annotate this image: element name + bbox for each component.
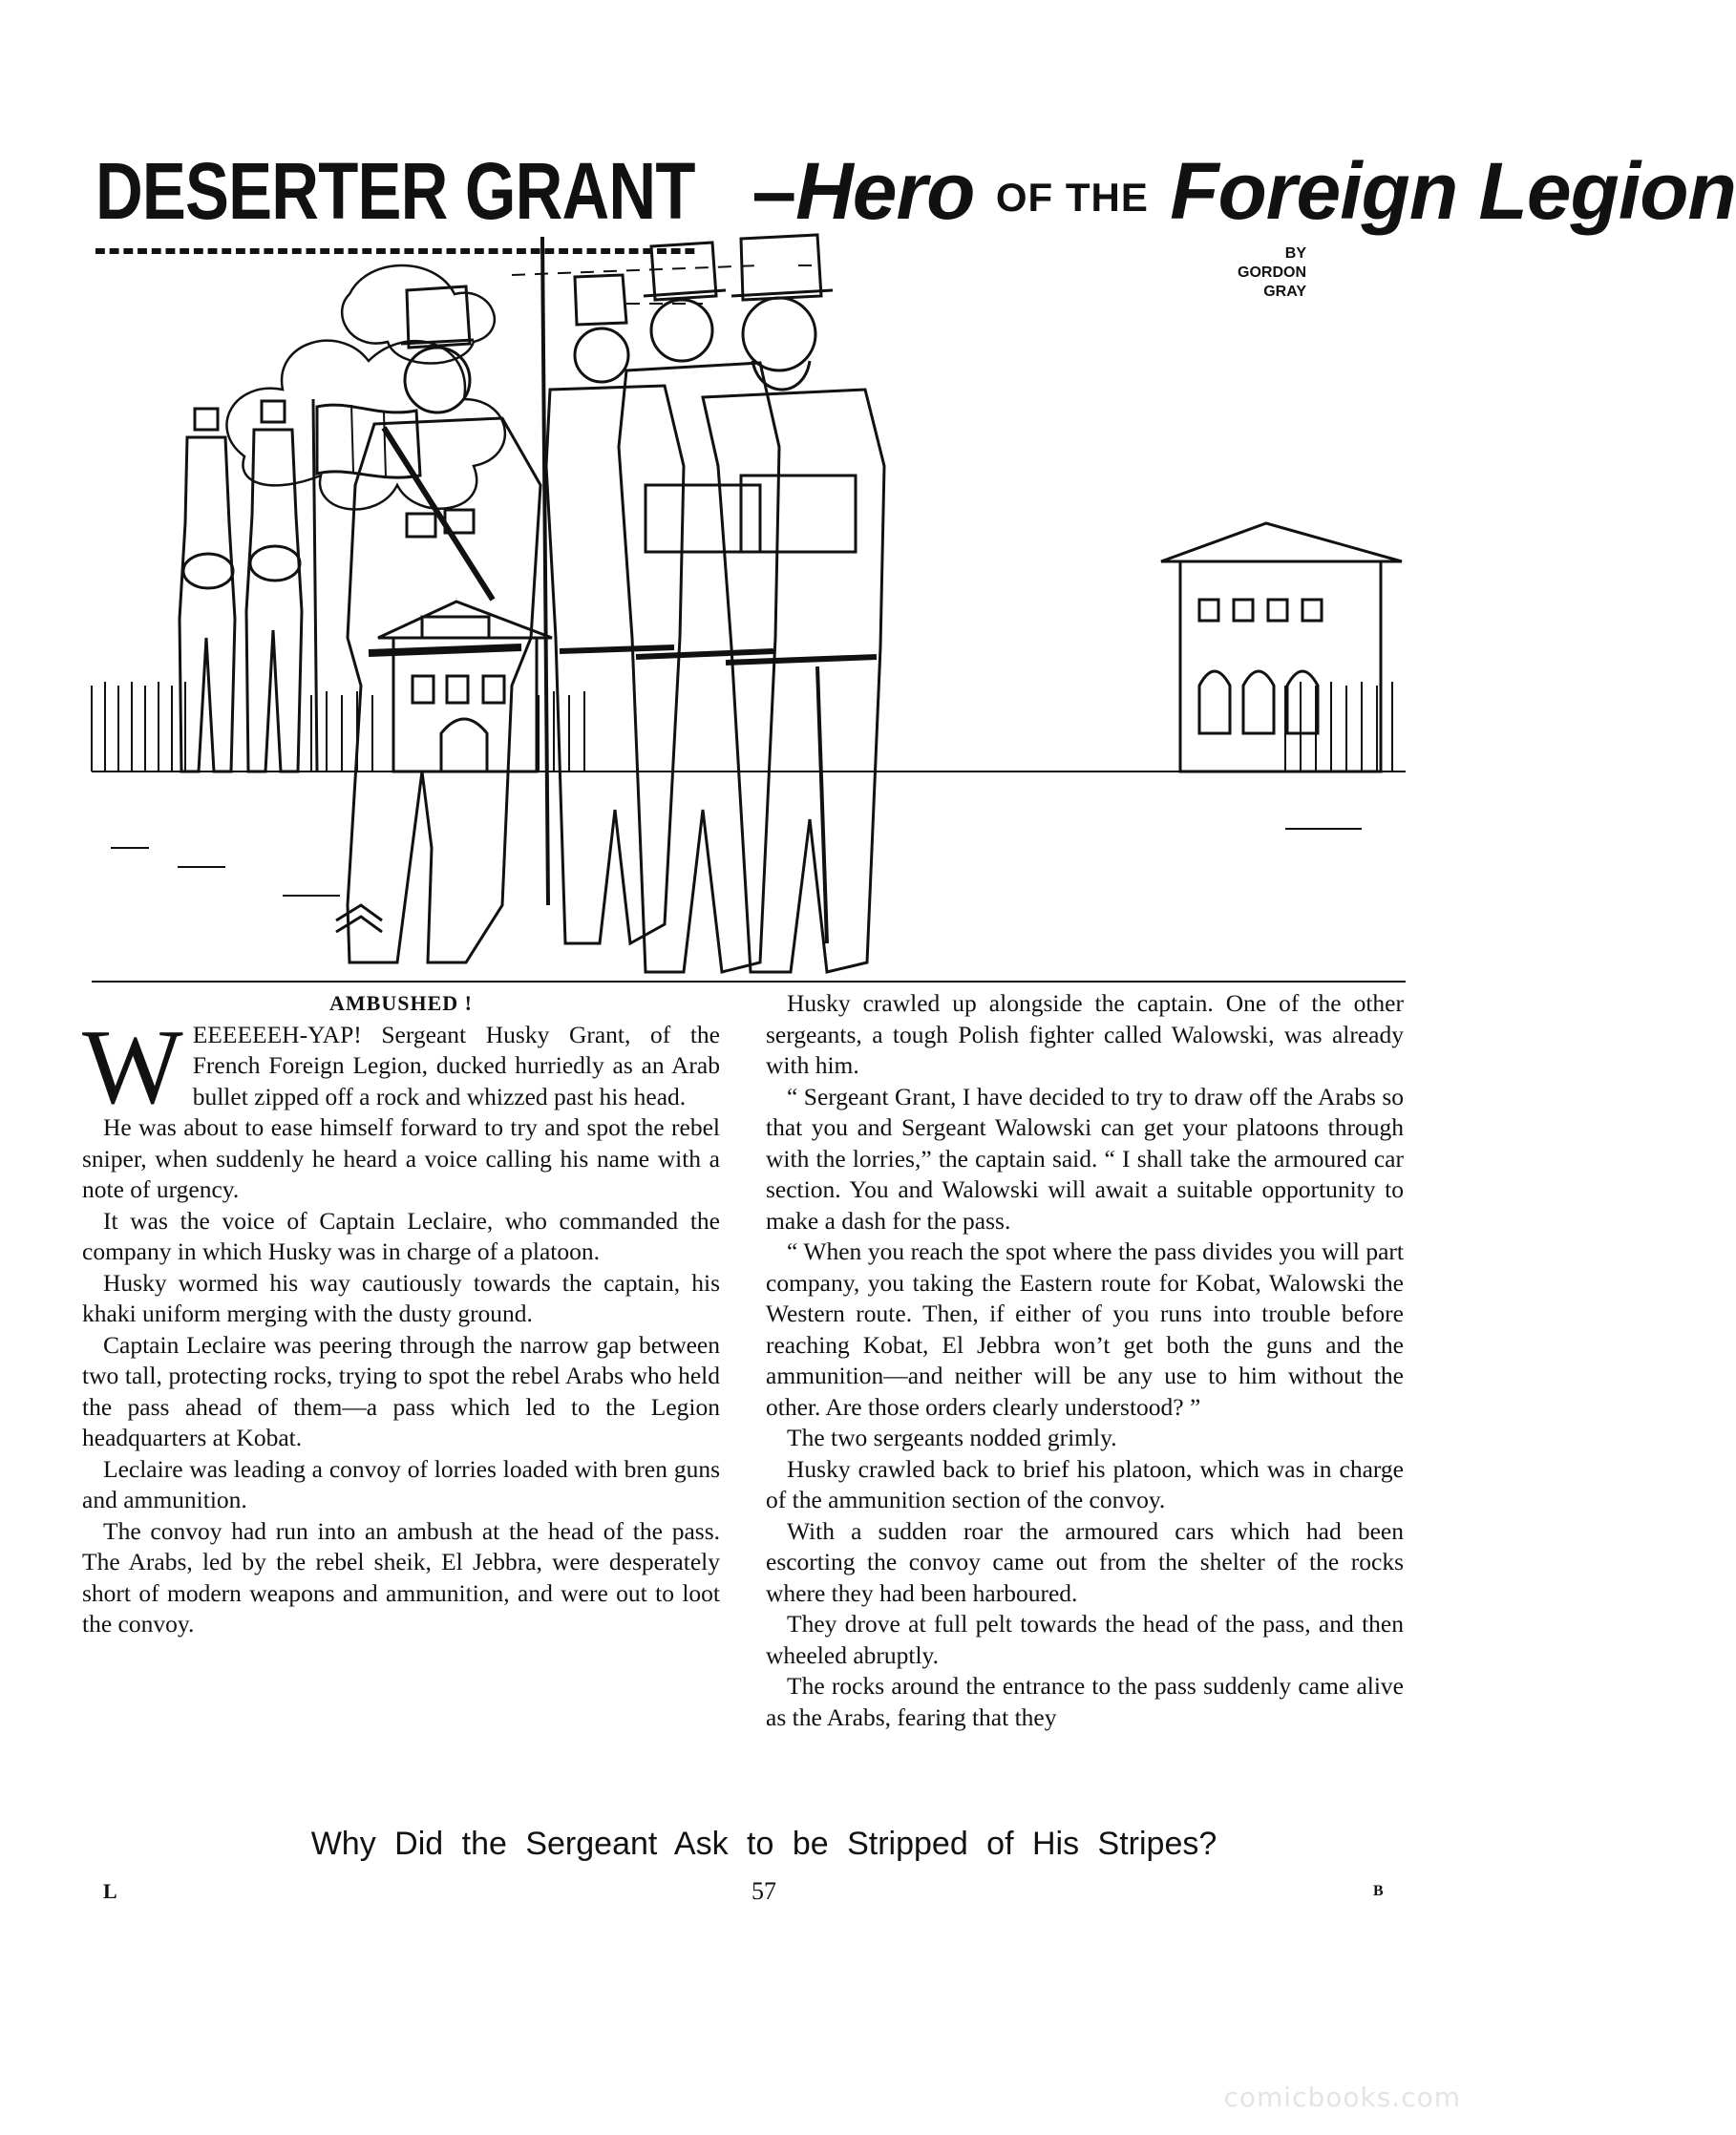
title-part-hero: Hero bbox=[795, 146, 975, 236]
paragraph: “ Sergeant Grant, I have decided to try to draw off the Arabs so that you and Sergeant Walowski can get your platoons through with the lorries,” the captain said. “ I shall take the armoured car section. You and Walowski will await a suitable opportunity to make a dash for the pass. bbox=[766, 1082, 1404, 1235]
article-column-right bbox=[766, 988, 1404, 1733]
page-number: 57 bbox=[752, 1877, 776, 1905]
story-title bbox=[95, 134, 1736, 248]
article-column-left bbox=[82, 988, 720, 1640]
watermark: comicbooks.com bbox=[1223, 2082, 1461, 2113]
paragraph: They drove at full pelt towards the head of the pass, and then wheeled abruptly. bbox=[766, 1610, 1404, 1669]
byline-by: BY bbox=[1284, 245, 1306, 262]
opening-paragraph bbox=[82, 1007, 720, 1127]
title-connector: OF THE bbox=[995, 174, 1149, 220]
paragraph: Leclaire was leading a convoy of lorries loaded with bren guns and ammunition. bbox=[82, 1454, 720, 1513]
title-part-legion: Foreign Legion bbox=[1170, 146, 1736, 236]
signature-mark-left: L bbox=[103, 1879, 117, 1903]
paragraph: It was the voice of Captain Leclaire, who commanded the company in which Husky was in charge of a platoon. bbox=[82, 1206, 720, 1265]
teaser-line: Why Did the Sergeant Ask to be Stripped of His Stripes? bbox=[310, 1826, 1217, 1862]
byline-last-name: GRAY bbox=[1263, 284, 1306, 300]
paragraph: The two sergeants nodded grimly. bbox=[787, 1424, 1117, 1451]
paragraph: The convoy had run into an ambush at the head of the pass. The Arabs, led by the rebel sheik, El Jebbra, were desperately short of modern weapons and ammunition, and were out to loot the convoy. bbox=[82, 1516, 720, 1638]
title-part-name: DESERTER GRANT bbox=[95, 134, 695, 254]
paragraph: The rocks around the entrance to the pass suddenly came alive as the Arabs, fearing that they bbox=[766, 1672, 1404, 1731]
byline-first-name: GORDON bbox=[1238, 264, 1306, 281]
section-subhead: AMBUSHED ! bbox=[329, 991, 473, 1015]
foreign-legion-illustration bbox=[92, 237, 1406, 983]
paragraph: Husky crawled back to brief his platoon, which was in charge of the ammunition section of the convoy. bbox=[766, 1454, 1404, 1513]
paragraph: “ When you reach the spot where the pass divides you will part company, you taking the Eastern route for Kobat, Walowski the Western route. Then, if either of you runs into trouble before reaching Kobat, El Jebbra won’t get both the guns and the ammunition—and neither will be any use to him without the other. Are those orders clearly understood? ” bbox=[766, 1237, 1404, 1421]
title-dash: – bbox=[752, 146, 796, 236]
drop-cap: W bbox=[82, 1007, 183, 1127]
paragraph: Husky crawled up alongside the captain. One of the other sergeants, a tough Polish fighter called Walowski, was already with him. bbox=[766, 989, 1404, 1079]
paragraph: Captain Leclaire was peering through the narrow gap between two tall, protecting rocks, trying to spot the rebel Arabs who held the pass ahead of them—a pass which led to the Legion headquarters at Kobat. bbox=[82, 1330, 720, 1451]
paragraph: With a sudden roar the armoured cars which had been escorting the convoy came out from the shelter of the rocks where they had been harboured. bbox=[766, 1516, 1404, 1607]
paragraph: Husky wormed his way cautiously towards the captain, his khaki uniform merging with the dusty ground. bbox=[82, 1268, 720, 1327]
paragraph-text: EEEEEEH-YAP! Sergeant Husky Grant, of the French Foreign Legion, ducked hurriedly as an Arab bullet zipped off a rock and whizzed past his head. bbox=[192, 1020, 720, 1110]
signature-mark-right: B bbox=[1373, 1883, 1384, 1899]
paragraph: He was about to ease himself forward to try and spot the rebel sniper, when suddenly he heard a voice calling his name with a note of urgency. bbox=[82, 1113, 720, 1203]
